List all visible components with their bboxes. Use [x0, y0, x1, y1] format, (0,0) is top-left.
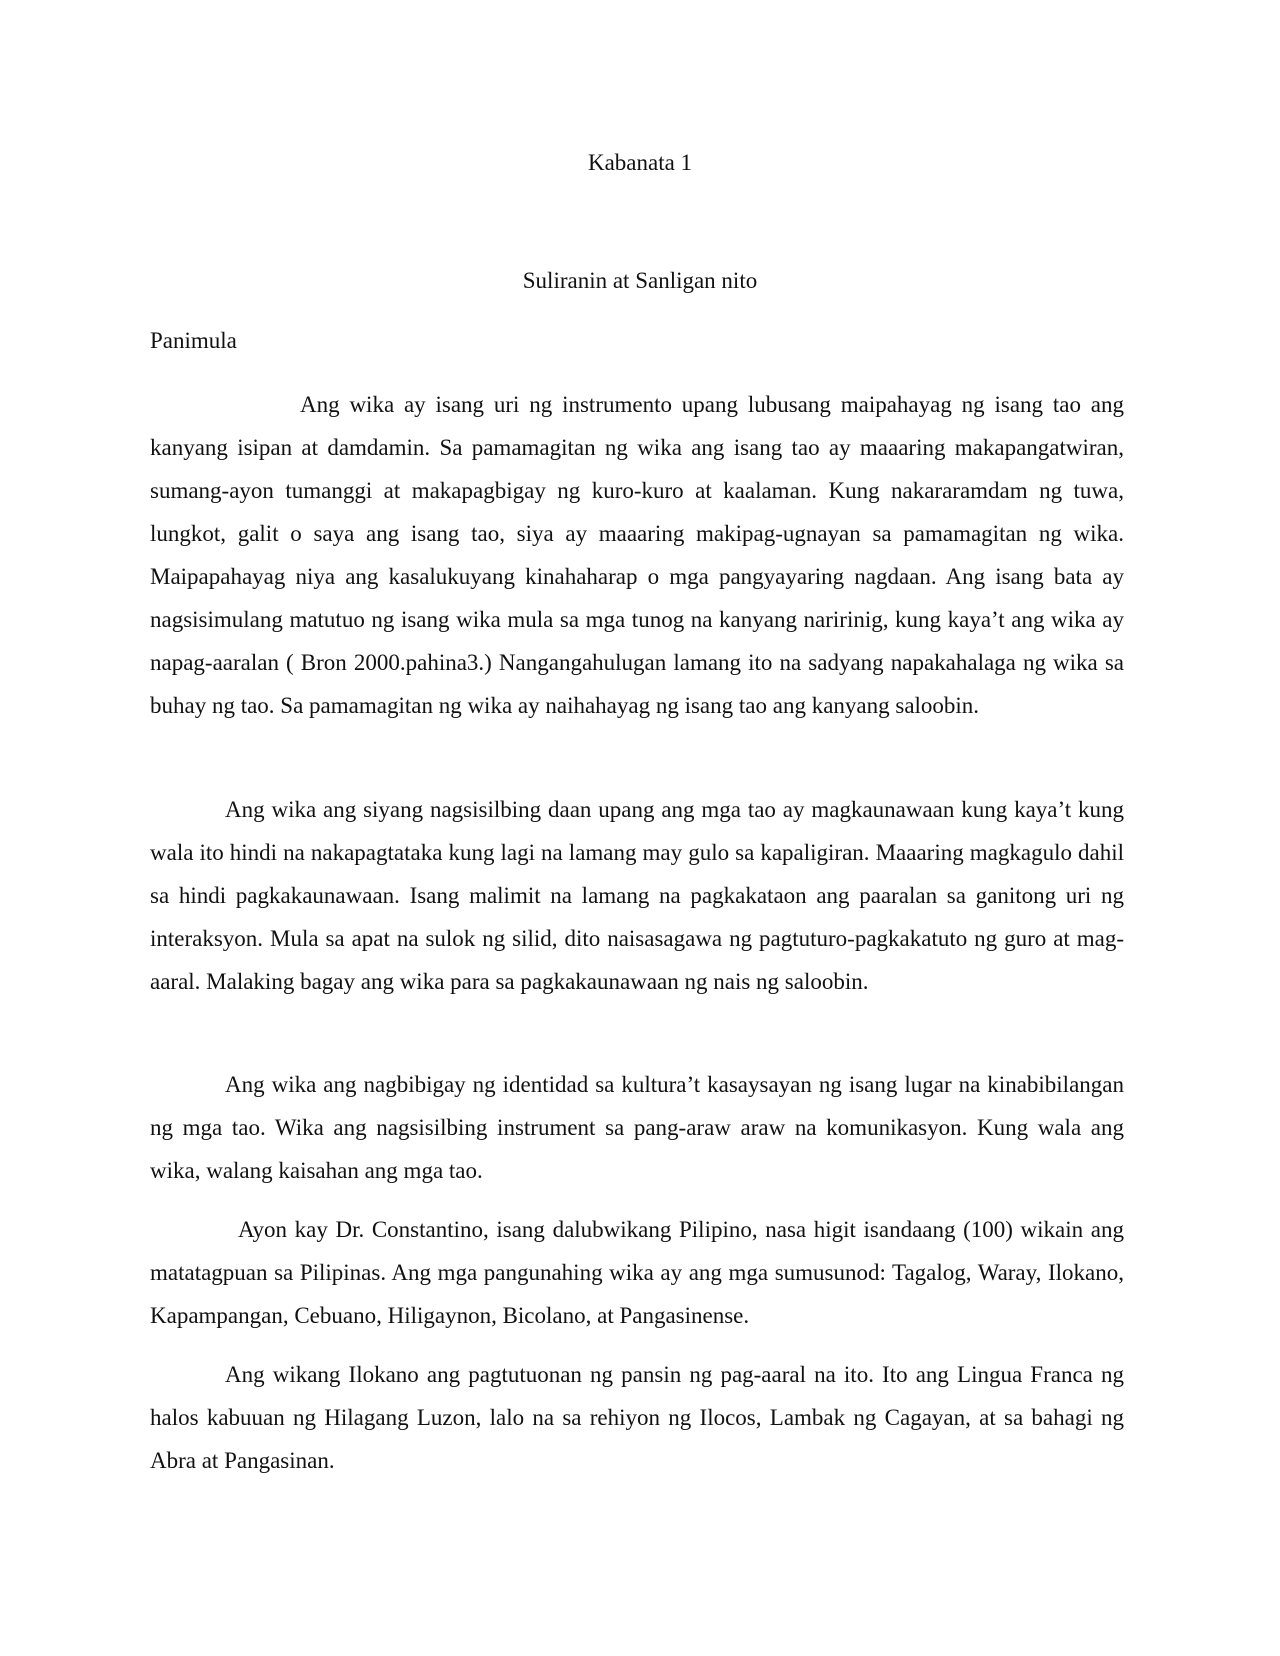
paragraph-4: Ayon kay Dr. Constantino, isang dalubwikang Pilipino, nasa higit isandaang (100) wikain ang matatagpuan sa Pilipinas. Ang mga pangunahing wika ay ang mga sumusunod: Tagalog, Waray, Ilokano, Kapampangan, Cebuano, Hiligaynon, Bicolano, at Pangasinense.: [150, 1217, 1124, 1328]
section-heading: Panimula: [150, 328, 237, 353]
chapter-title: Suliranin at Sanligan nito: [522, 268, 758, 293]
paragraph-5: Ang wikang Ilokano ang pagtutuonan ng pansin ng pag-aaral na ito. Ito ang Lingua Franca ng halos kabuuan ng Hilagang Luzon, lalo na sa rehiyon ng Ilocos, Lambak ng Cagayan, at sa bahagi ng Abra at Pangasinan.: [150, 1362, 1124, 1473]
paragraph-2: Ang wika ang siyang nagsisilbing daan upang ang mga tao ay magkaunawaan kung kaya’t kung wala ito hindi na nakapagtataka kung lagi na lamang may gulo sa kapaligiran. Maaaring magkagulo dahil sa hindi pagkakaunawaan. Isang malimit na lamang na pagkakataon ang paaralan sa ganitong uri ng interaksyon. Mula sa apat na sulok ng silid, dito naisasagawa ng pagtuturo-pagkakatuto ng guro at mag-aaral. Malaking bagay ang wika para sa pagkakaunawaan ng nais ng saloobin.: [150, 797, 1124, 994]
paragraph-3: Ang wika ang nagbibigay ng identidad sa kultura’t kasaysayan ng isang lugar na kinabibilangan ng mga tao. Wika ang nagsisilbing instrument sa pang-araw araw na komunikasyon. Kung wala ang wika, walang kaisahan ang mga tao.: [150, 1072, 1124, 1183]
paragraph-1: Ang wika ay isang uri ng instrumento upang lubusang maipahayag ng isang tao ang kanyang isipan at damdamin. Sa pamamagitan ng wika ang isang tao ay maaaring makapangatwiran, sumang-ayon tumanggi at makapagbigay ng kuro-kuro at kaalaman. Kung nakararamdam ng tuwa, lungkot, galit o saya ang isang tao, siya ay maaaring makipag-ugnayan sa pamamagitan ng wika. Maipapahayag niya ang kasalukuyang kinahaharap o mga pangyayaring nagdaan. Ang isang bata ay nagsisimulang matutuo ng isang wika mula sa mga tunog na kanyang naririnig, kung kaya’t ang wika ay napag-aaralan ( Bron 2000.pahina3.) Nangangahulugan lamang ito na sadyang napakahalaga ng wika sa buhay ng tao. Sa pamamagitan ng wika ay naihahayag ng isang tao ang kanyang saloobin.: [150, 392, 1124, 718]
chapter-heading: Kabanata 1: [587, 150, 693, 175]
